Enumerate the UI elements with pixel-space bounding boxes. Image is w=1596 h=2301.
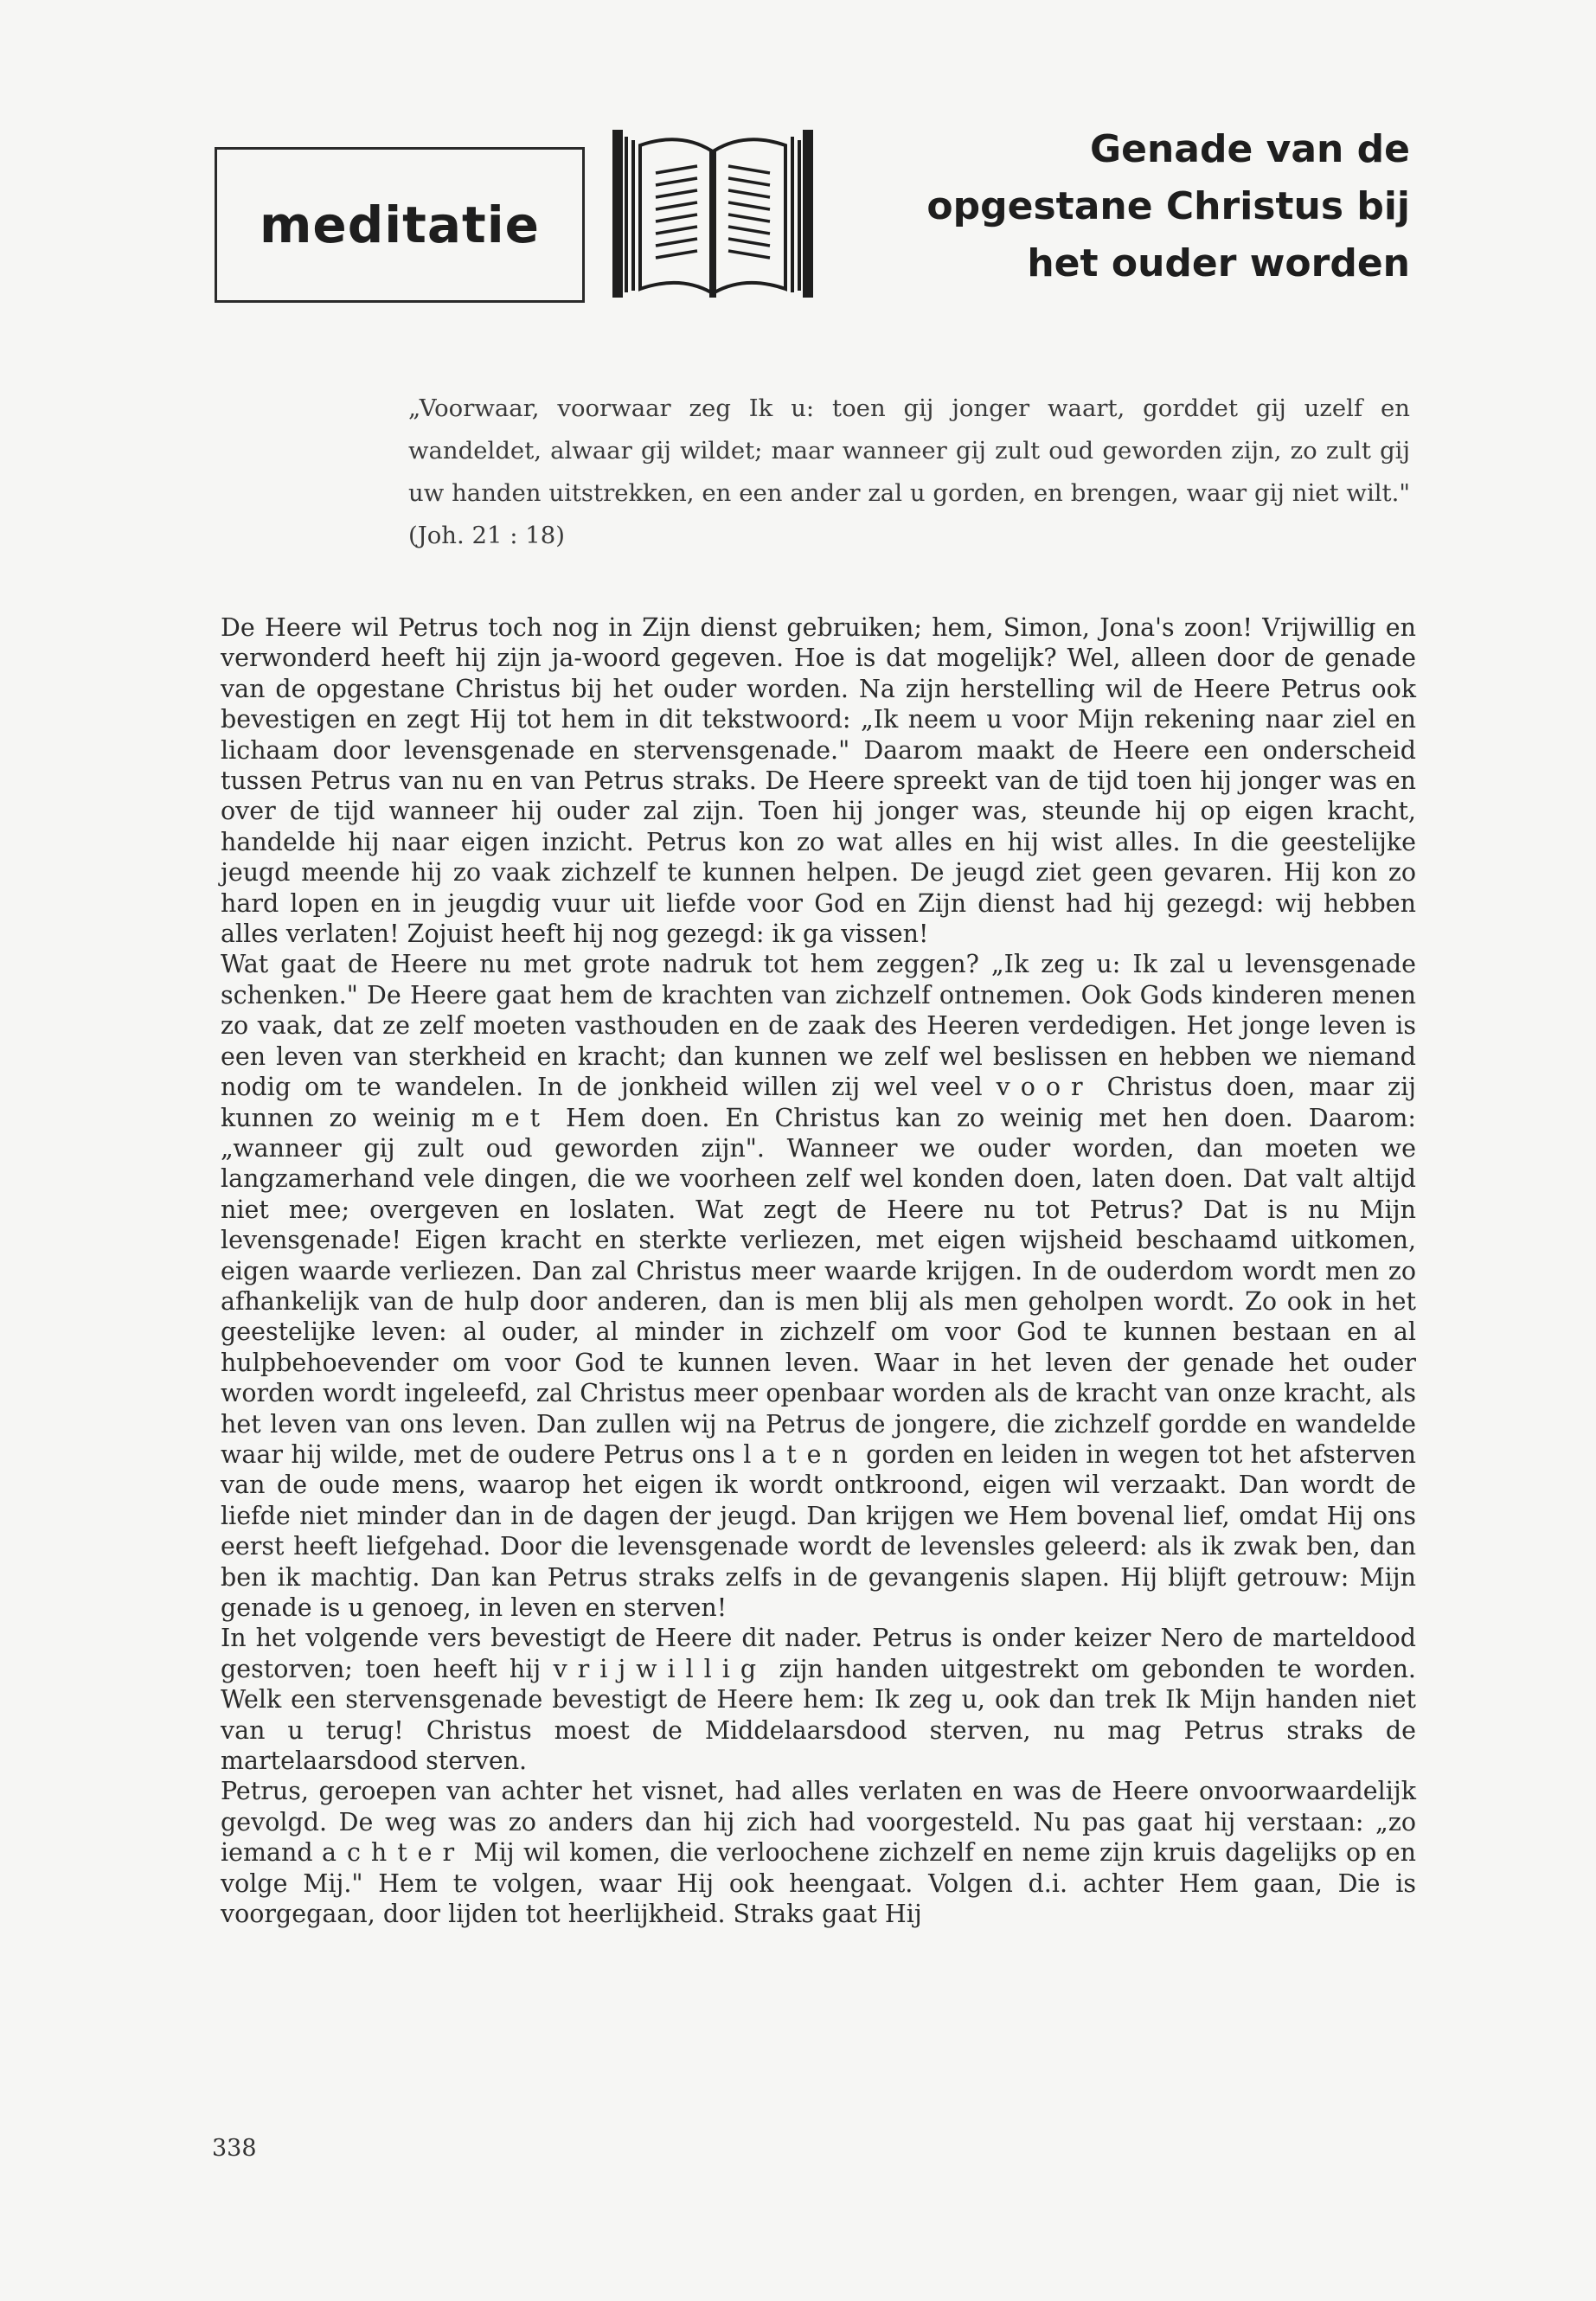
paragraph-text: Petrus, geroepen van achter het visnet, had alles verlaten en was de Heere onvoorwaardelijk gevolgd. De weg was zo anders dan hij zich had voorgesteld. Nu pas gaat hij verstaan: „zo iemand [221,1777,1416,1868]
spaced-emphasis: voor [996,1073,1093,1102]
section-label: meditatie [260,195,540,254]
paragraph-4 [221,1776,1416,1929]
article-title [926,121,1410,292]
scripture-quote: „Voorwaar, voorwaar zeg Ik u: toen gij jonger waart, gorddet gij uzelf en wandeldet, alwaar gij wildet; maar wanneer gij zult oud geworden zijn, zo zult gij uw handen uitstrekken, en een ander zal u gorden, en brengen, waar gij niet wilt." (Joh. 21 : 18) [408,394,1410,549]
paragraph-text: Mij wil komen, die verloochene zichzelf en neme zijn kruis dagelijks op en volge Mij." Hem te volgen, waar Hij ook heengaat. Volgen d.i. achter Hem gaan, Die is voorgegaan, door lijden tot heerlijkheid. Straks gaat Hij [221,1838,1416,1929]
title-line-1: Genade van de [1090,127,1410,171]
paragraph-1 [221,612,1416,949]
paragraph-text: Hem doen. En Christus kan zo weinig met hen doen. Daarom: „wanneer gij zult oud geworden zijn". Wanneer we ouder worden, dan moeten we langzamerhand vele dingen, die we voorheen zelf wel konden doen, laten doen. Dat valt altijd niet mee; overgeven en loslaten. Wat zegt de Heere nu tot Petrus? Dat is nu Mijn levensgenade! Eigen kracht en sterkte verliezen, met eigen wijsheid beschaamd uitkomen, eigen waarde verliezen. Dan zal Christus meer waarde krijgen. In de ouderdom wordt men zo afhankelijk van de hulp door anderen, dan is men blij als men geholpen wordt. Zo ook in het geestelijke leven: al ouder, al minder in zichzelf om voor God te kunnen bestaan en al hulpbehoevender om voor God te kunnen leven. Waar in het leven der genade het ouder worden wordt ingeleefd, zal Christus meer openbaar worden als de kracht van onze kracht, als het leven van ons leven. Dan zullen wij na Petrus de jongere, die zichzelf gordde en wandelde waar hij wilde, met de oudere Petrus ons [221,1103,1416,1469]
open-book-icon [611,128,815,301]
spaced-emphasis: achter [322,1838,465,1868]
spaced-emphasis: vrijwillig [553,1654,767,1683]
title-line-3: het ouder worden [1027,241,1410,285]
title-line-2: opgestane Christus bij [926,184,1410,228]
spaced-emphasis: met [471,1103,551,1132]
paragraph-2 [221,949,1416,1623]
section-header-box [215,147,585,303]
article-body [221,612,1416,1929]
paragraph-3 [221,1623,1416,1776]
paragraph-text: De Heere wil Petrus toch nog in Zijn dienst gebruiken; hem, Simon, Jona's zoon! Vrijwillig en verwonderd heeft hij zijn ja-woord gegeven. Hoe is dat mogelijk? Wel, alleen door de genade van de opgestane Christus bij het ouder worden. Na zijn herstelling wil de Heere Petrus ook bevestigen en zegt Hij tot hem in dit tekstwoord: „Ik neem u voor Mijn rekening naar ziel en lichaam door levensgenade en stervensgenade." Daarom maakt de Heere een onderscheid tussen Petrus van nu en van Petrus straks. De Heere spreekt van de tijd toen hij jonger was en over de tijd wanneer hij ouder zal zijn. Toen hij jonger was, steunde hij op eigen kracht, handelde hij naar eigen inzicht. Petrus kon zo wat alles en hij wist alles. In die geestelijke jeugd meende hij zo vaak zichzelf te kunnen helpen. De jeugd ziet geen gevaren. Hij kon zo hard lopen en in jeugdig vuur uit liefde voor God en Zijn dienst had hij gezegd: wij hebben alles verlaten! Zojuist heeft hij nog gezegd: ik ga vissen! [221,613,1416,949]
spaced-emphasis: laten [743,1439,858,1469]
paragraph-text: gorden en leiden in wegen tot het afsterven van de oude mens, waarop het eigen ik wordt ontkroond, eigen wil verzaakt. Dan wordt de liefde niet minder dan in de dagen der jeugd. Dan krijgen we Hem bovenal lief, omdat Hij ons eerst heeft liefgehad. Door die levensgenade wordt de levensles geleerd: als ik zwak ben, dan ben ik machtig. Dan kan Petrus straks zelfs in de gevangenis slapen. Hij blijft getrouw: Mijn genade is u genoeg, in leven en sterven! [221,1439,1417,1622]
paragraph-text: Christus doen, maar zij kunnen zo weinig [221,1073,1417,1132]
paragraph-text: Wat gaat de Heere nu met grote nadruk tot hem zeggen? „Ik zeg u: Ik zal u levensgenade schenken." De Heere gaat hem de krachten van zichzelf ontnemen. Ook Gods kinderen menen zo vaak, dat ze zelf moeten vasthouden en de zaak des Heeren verdedigen. Het jonge leven is een leven van sterkheid en kracht; dan kunnen we zelf wel beslissen en hebben we niemand nodig om te wandelen. In de jonkheid willen zij wel veel [221,950,1416,1102]
paragraph-text: zijn handen uitgestrekt om gebonden te worden. Welk een stervensgenade bevestigt de Heere hem: Ik zeg u, ook dan trek Ik Mijn handen niet van u terug! Christus moest de Middelaarsdood sterven, nu mag Petrus straks de martelaarsdood sterven. [221,1654,1416,1776]
page-number: 338 [212,2135,257,2162]
paragraph-text: In het volgende vers bevestigt de Heere dit nader. Petrus is onder keizer Nero de marteldood gestorven; toen heeft hij [221,1624,1416,1683]
